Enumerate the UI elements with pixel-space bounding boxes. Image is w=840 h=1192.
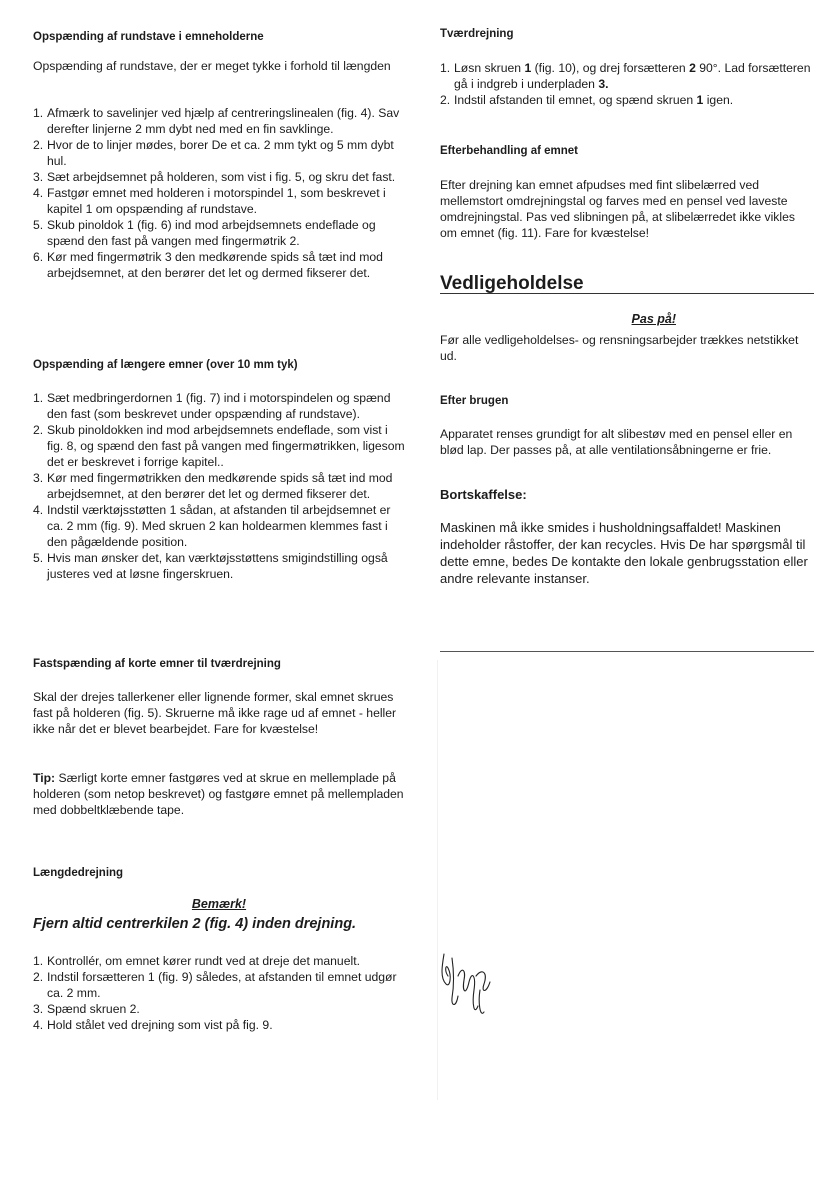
list-item xyxy=(33,249,405,281)
disposal-text: Maskinen må ikke smides i husholdningsaffaldet! Maskinen indeholder råstoffer, der kan recycles. Hvis De har spørgsmål til dette emne, bedes De kontakte den lokale genbrugsstation eller andre relevante instanser. xyxy=(440,520,808,586)
list-number: 1. xyxy=(33,954,44,968)
list-text: Hvor de to linjer mødes, borer De et ca. 2 mm tykt og 5 mm dybt hul. xyxy=(47,138,394,168)
section-title-round-stock: Opspænding af rundstave i emneholderne xyxy=(33,31,264,43)
list-item xyxy=(33,470,405,502)
cross-turning-steps xyxy=(440,60,814,108)
list-text: Hold stålet ved drejning som vist på fig. 9. xyxy=(47,1018,273,1032)
list-item xyxy=(33,1001,405,1017)
list-number: 3. xyxy=(33,170,44,184)
list-item xyxy=(33,969,405,1001)
warning-text: Fjern altid centrerkilen 2 (fig. 4) inden drejning. xyxy=(33,916,357,932)
list-number: 2. xyxy=(33,970,44,984)
round-stock-intro xyxy=(33,58,405,74)
list-item xyxy=(33,185,405,217)
list-item: 2. Indstil afstanden til emnet, og spænd skruen 1 igen. xyxy=(440,93,734,107)
maintenance-title: Vedligeholdelse xyxy=(440,273,584,294)
longer-pieces-steps xyxy=(33,390,405,582)
list-number: 1. xyxy=(33,391,44,405)
short-pieces-text: Skal der drejes tallerkener eller lignende former, skal emnet skrues fast på holderen (fig. 5). Skruerne må ikke rage ud af emnet - heller ikke når det er blevet bearbejdet. Fare for kvæstelse! xyxy=(33,690,397,736)
list-item xyxy=(33,502,405,550)
after-use-text: Apparatet renses grundigt for alt slibestøv med en pensel eller en blød lap. Der passes på, at alle ventilationsåbningerne er frie. xyxy=(440,427,793,457)
tip-label: Tip: xyxy=(33,771,56,785)
list-item xyxy=(33,953,405,969)
list-text: Kontrollér, om emnet kører rundt ved at dreje det manuelt. xyxy=(47,954,360,968)
caution-label: Pas på! xyxy=(631,312,676,326)
list-number: 4. xyxy=(33,186,44,200)
list-text: Indstil forsætteren 1 (fig. 9) således, at afstanden til emnet udgør ca. 2 mm. xyxy=(47,970,397,1000)
list-text: Skub pinoldokken ind mod arbejdsemnets endeflade, som vist i fig. 8, og spænd den fast på vangen med fingermøtrikken, ligesom det er beskrevet i forrige kapitel.. xyxy=(47,423,405,469)
list-text: Sæt medbringerdornen 1 (fig. 7) ind i motorspindelen og spænd den fast (som beskrevet under opspænding af rundstave). xyxy=(47,391,391,421)
list-number: 3. xyxy=(33,1002,44,1016)
divider xyxy=(440,651,814,652)
round-stock-intro-text: Opspænding af rundstave, der er meget tykke i forhold til længden xyxy=(33,59,391,73)
margin-line xyxy=(437,660,438,1100)
list-number: 3. xyxy=(33,471,44,485)
section-title-after-use: Efter brugen xyxy=(440,395,509,407)
list-number: 4. xyxy=(33,1018,44,1032)
tip-text: Særligt korte emner fastgøres ved at skrue en mellemplade på holderen (som netop beskrevet) og fastgøre emnet på mellempladen med dobbeltklæbende tape. xyxy=(33,771,404,817)
maintenance-text: Før alle vedligeholdelses- og rensningsarbejder trækkes netstikket ud. xyxy=(440,333,799,363)
list-text: Afmærk to savelinjer ved hjælp af centreringslinealen (fig. 4). Sav derefter linjerne 2 mm dybt ned med en fin savklinge. xyxy=(47,106,400,136)
list-text: Kør med fingermøtrikken den medkørende spids så tæt ind mod arbejdsemnet, at den berører det let og dermed fikserer det. xyxy=(47,471,393,501)
section-title-length-turning: Længdedrejning xyxy=(33,867,124,879)
section-title-longer-pieces: Opspænding af længere emner (over 10 mm tyk) xyxy=(33,359,298,371)
list-number: 5. xyxy=(33,218,44,232)
divider xyxy=(440,293,814,294)
short-pieces-tip xyxy=(33,770,405,818)
list-item xyxy=(33,550,405,582)
list-number: 2. xyxy=(33,138,44,152)
list-text: Skub pinoldok 1 (fig. 6) ind mod arbejdsemnets endeflade og spænd den fast på vangen med fingermøtrik 2. xyxy=(47,218,376,248)
finishing-text: Efter drejning kan emnet afpudses med fint slibelærred ved mellemstort omdrejningstal og farves med en pensel ved laveste omdrejningstal. Pas ved slibningen på, at slibelærredet ikke vikles om emnet (fig. 11). Fare for kvæstelse! xyxy=(440,178,795,240)
round-stock-steps xyxy=(33,105,405,281)
list-text: Hvis man ønsker det, kan værktøjsstøttens smigindstilling også justeres ved at løsne fingerskruen. xyxy=(47,551,388,581)
section-title-cross-turning: Tværdrejning xyxy=(440,28,514,40)
list-item xyxy=(33,217,405,249)
list-number: 2. xyxy=(33,423,44,437)
signature-image xyxy=(436,946,506,1026)
list-text: Fastgør emnet med holderen i motorspindel 1, som beskrevet i kapitel 1 om opspænding af rundstave. xyxy=(47,186,386,216)
list-number: 1. xyxy=(33,106,44,120)
section-title-short-pieces: Fastspænding af korte emner til tværdrejning xyxy=(33,658,281,670)
list-number: 5. xyxy=(33,551,44,565)
list-item xyxy=(33,1017,405,1033)
list-number: 6. xyxy=(33,250,44,264)
list-number: 4. xyxy=(33,503,44,517)
list-item xyxy=(33,137,405,169)
list-text: Sæt arbejdsemnet på holderen, som vist i fig. 5, og skru det fast. xyxy=(47,170,396,184)
section-title-disposal: Bortskaffelse: xyxy=(440,487,527,502)
note-label: Bemærk! xyxy=(191,897,247,911)
length-turning-steps xyxy=(33,953,405,1033)
list-item xyxy=(33,422,405,470)
list-item: 1. Løsn skruen 1 (fig. 10), og drej forsætteren 2 90°. Lad forsætteren gå i indgreb i underpladen 3. xyxy=(440,61,811,91)
list-item xyxy=(33,105,405,137)
list-item xyxy=(33,390,405,422)
list-text: Indstil værktøjsstøtten 1 sådan, at afstanden til arbejdsemnet er ca. 2 mm (fig. 9). Med skruen 2 kan holdearmen klemmes fast i den pågældende position. xyxy=(47,503,391,549)
list-item xyxy=(33,169,405,185)
section-title-finishing: Efterbehandling af emnet xyxy=(440,145,579,157)
list-text: Kør med fingermøtrik 3 den medkørende spids så tæt ind mod arbejdsemnet, at den berører det let og dermed fikserer det. xyxy=(47,250,383,280)
list-text: Spænd skruen 2. xyxy=(47,1002,140,1016)
